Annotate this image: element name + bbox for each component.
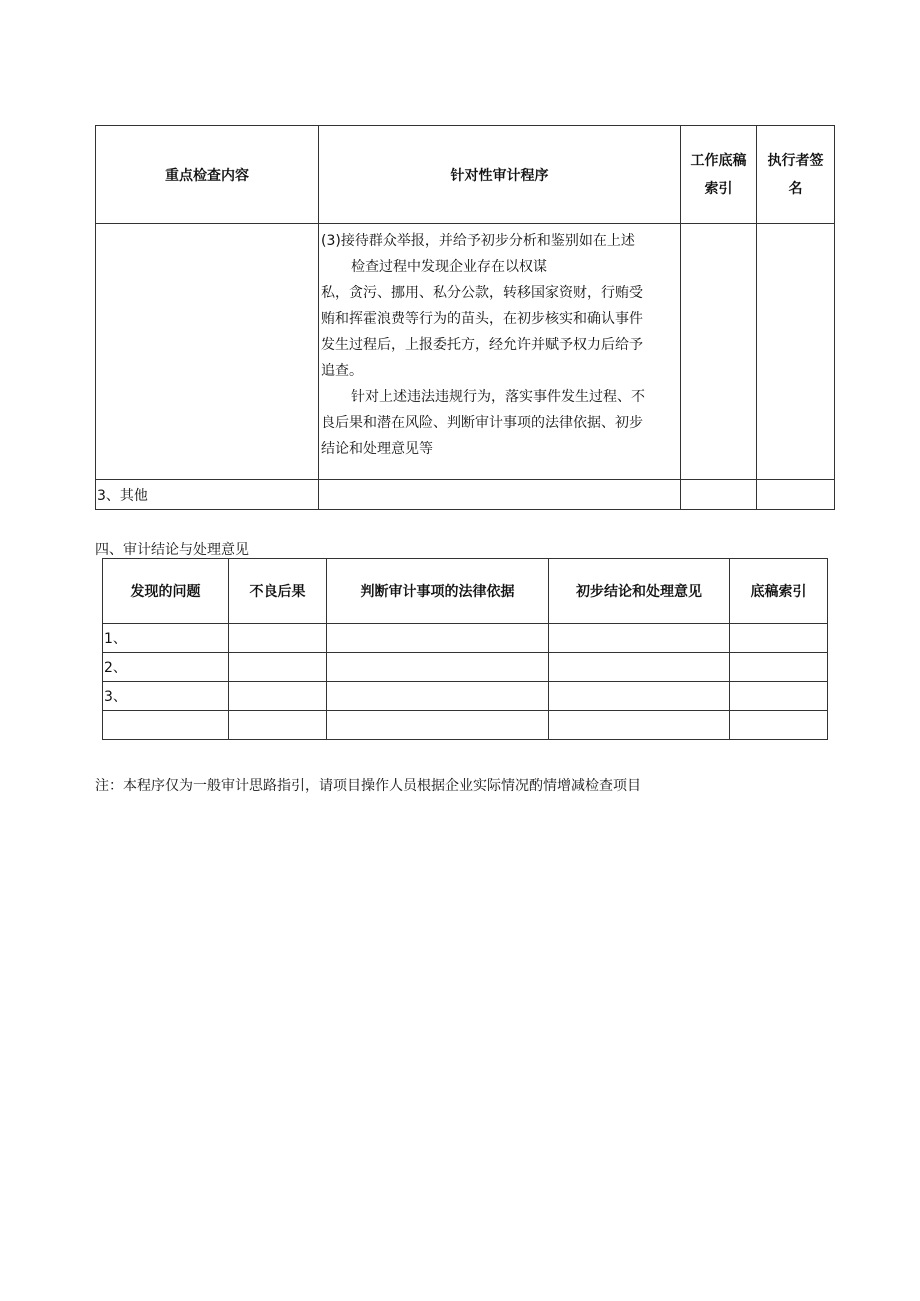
empty-cell [549, 653, 730, 682]
empty-cell [319, 480, 681, 510]
header-conclusion: 初步结论和处理意见 [549, 559, 730, 624]
empty-cell [229, 682, 327, 711]
header-consequence: 不良后果 [229, 559, 327, 624]
header-procedure: 针对性审计程序 [319, 126, 681, 224]
table-row [103, 624, 828, 653]
row-number: 3、 [103, 682, 229, 711]
signer-cell [757, 224, 835, 480]
header-workpaper-index [681, 126, 757, 224]
header-signer-line1: 执行者签 [767, 152, 824, 169]
header-key-content: 重点检查内容 [96, 126, 319, 224]
empty-cell [327, 653, 549, 682]
empty-cell [549, 624, 730, 653]
procedure-line: (3)接待群众举报，并给予初步分析和鉴别如在上述 [321, 233, 635, 249]
row-number [103, 711, 229, 740]
workpaper-index-cell [681, 224, 757, 480]
empty-cell [327, 682, 549, 711]
table-row [103, 653, 828, 682]
empty-cell [229, 624, 327, 653]
procedure-line: 贿和挥霍浪费等行为的苗头，在初步核实和确认事件 [321, 311, 643, 327]
row-number: 1、 [103, 624, 229, 653]
procedure-line: 发生过程后，上报委托方，经允许并赋予权力后给予 [321, 337, 643, 353]
header-workpaper-index: 底稿索引 [730, 559, 828, 624]
empty-cell [229, 711, 327, 740]
empty-cell [549, 711, 730, 740]
empty-cell [730, 624, 828, 653]
empty-cell [730, 682, 828, 711]
table-row [96, 480, 835, 510]
procedure-line: 结论和处理意见等 [321, 441, 433, 457]
procedure-line: 检查过程中发现企业存在以权谋 [351, 259, 547, 275]
row-number: 2、 [103, 653, 229, 682]
content-cell [96, 224, 319, 480]
audit-conclusion-table [102, 558, 828, 740]
table-header-row [96, 126, 835, 224]
header-workpaper-line1: 工作底稿 [690, 152, 747, 169]
header-legal-basis: 判断审计事项的法律依据 [327, 559, 549, 624]
section-title: 四、审计结论与处理意见 [95, 542, 249, 558]
procedure-line: 追查。 [321, 363, 363, 379]
empty-cell [730, 653, 828, 682]
footnote: 注：本程序仅为一般审计思路指引，请项目操作人员根据企业实际情况酌情增减检查项目 [95, 778, 641, 794]
table-row [103, 682, 828, 711]
empty-cell [229, 653, 327, 682]
table-row [103, 711, 828, 740]
audit-procedure-table [95, 125, 835, 510]
procedure-line: 良后果和潜在风险、判断审计事项的法律依据、初步 [321, 415, 643, 431]
empty-cell [327, 711, 549, 740]
procedure-line: 针对上述违法违规行为，落实事件发生过程、不 [351, 389, 645, 405]
empty-cell [757, 480, 835, 510]
empty-cell [549, 682, 730, 711]
procedure-line: 私，贪污、挪用、私分公款，转移国家资财，行贿受 [321, 285, 643, 301]
table-header-row [103, 559, 828, 624]
empty-cell [730, 711, 828, 740]
header-workpaper-line2: 索引 [704, 180, 733, 197]
empty-cell [681, 480, 757, 510]
header-issue: 发现的问题 [103, 559, 229, 624]
other-label: 3、其他 [96, 480, 319, 510]
procedure-cell [319, 224, 681, 480]
header-signer [757, 126, 835, 224]
header-signer-line2: 名 [788, 180, 803, 197]
table-row [96, 224, 835, 480]
empty-cell [327, 624, 549, 653]
